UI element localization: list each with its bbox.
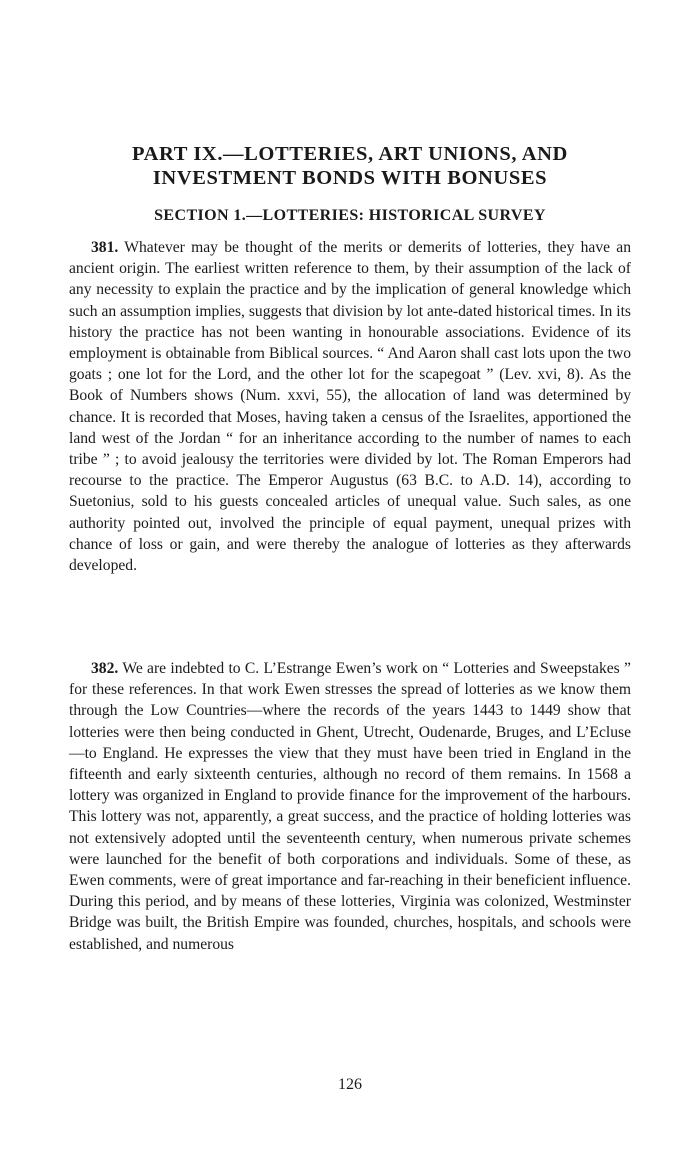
part-title	[60, 142, 640, 190]
part-title-line-1: PART IX.—LOTTERIES, ART UNIONS, AND	[132, 143, 568, 165]
paragraph-text: We are indebted to C. L’Estrange Ewen’s work on “ Lotteries and Sweepstakes ” for these references. In that work Ewen stresses the spread of lotteries as we know them through the Low Countries—where the records of the years 1443 to 1449 show that lotteries were then being conducted in Ghent, Utrecht, Oudenarde, Bruges, and L’Ecluse—to England. He expresses the view that they must have been tried in England in the fifteenth and early sixteenth centuries, although no record of them remains. In 1568 a lottery was organized in England to provide finance for the improvement of the harbours. This lottery was not, apparently, a great success, and the practice of holding lotteries was not extensively adopted until the seventeenth century, when numerous private schemes were launched for the benefit of both corporations and individuals. Some of these, as Ewen comments, were of great importance and far-reaching in their beneficient influence. During this period, and by means of these lotteries, Virginia was colonized, Westminster Bridge was built, the British Empire was founded, churches, hospitals, and schools were established, and numerous	[69, 660, 631, 953]
section-title: SECTION 1.—LOTTERIES: HISTORICAL SURVEY	[154, 207, 546, 224]
part-title-line-2: INVESTMENT BONDS WITH BONUSES	[152, 167, 548, 189]
page-number: 126	[338, 1076, 362, 1093]
paragraph-382	[69, 658, 631, 955]
paragraph-number: 382.	[91, 660, 119, 677]
paragraph-number: 381.	[91, 239, 119, 256]
paragraph-381	[69, 237, 631, 576]
paragraph-text: Whatever may be thought of the merits or demerits of lotteries, they have an ancient origin. The earliest written reference to them, by their assumption of the lack of any necessity to explain the practice and by the implication of general knowledge which such an assumption implies, suggests that division by lot ante-dated historical times. In its history the practice has not been wanting in honourable associations. Evidence of its employment is obtainable from Biblical sources. “ And Aaron shall cast lots upon the two goats ; one lot for the Lord, and the other lot for the scapegoat ” (Lev. xvi, 8). As the Book of Numbers shows (Num. xxvi, 55), the allocation of land was determined by chance. It is recorded that Moses, having taken a census of the Israelites, apportioned the land west of the Jordan “ for an inheritance according to the number of names to each tribe ” ; to avoid jealousy the territories were divided by lot. The Roman Emperors had recourse to the practice. The Emperor Augustus (63 B.C. to A.D. 14), according to Suetonius, sold to his guests concealed articles of unequal value. Such sales, as one authority pointed out, involved the principle of equal payment, unequal prizes with chance of loss or gain, and were thereby the analogue of lotteries as they afterwards developed.	[69, 239, 631, 575]
